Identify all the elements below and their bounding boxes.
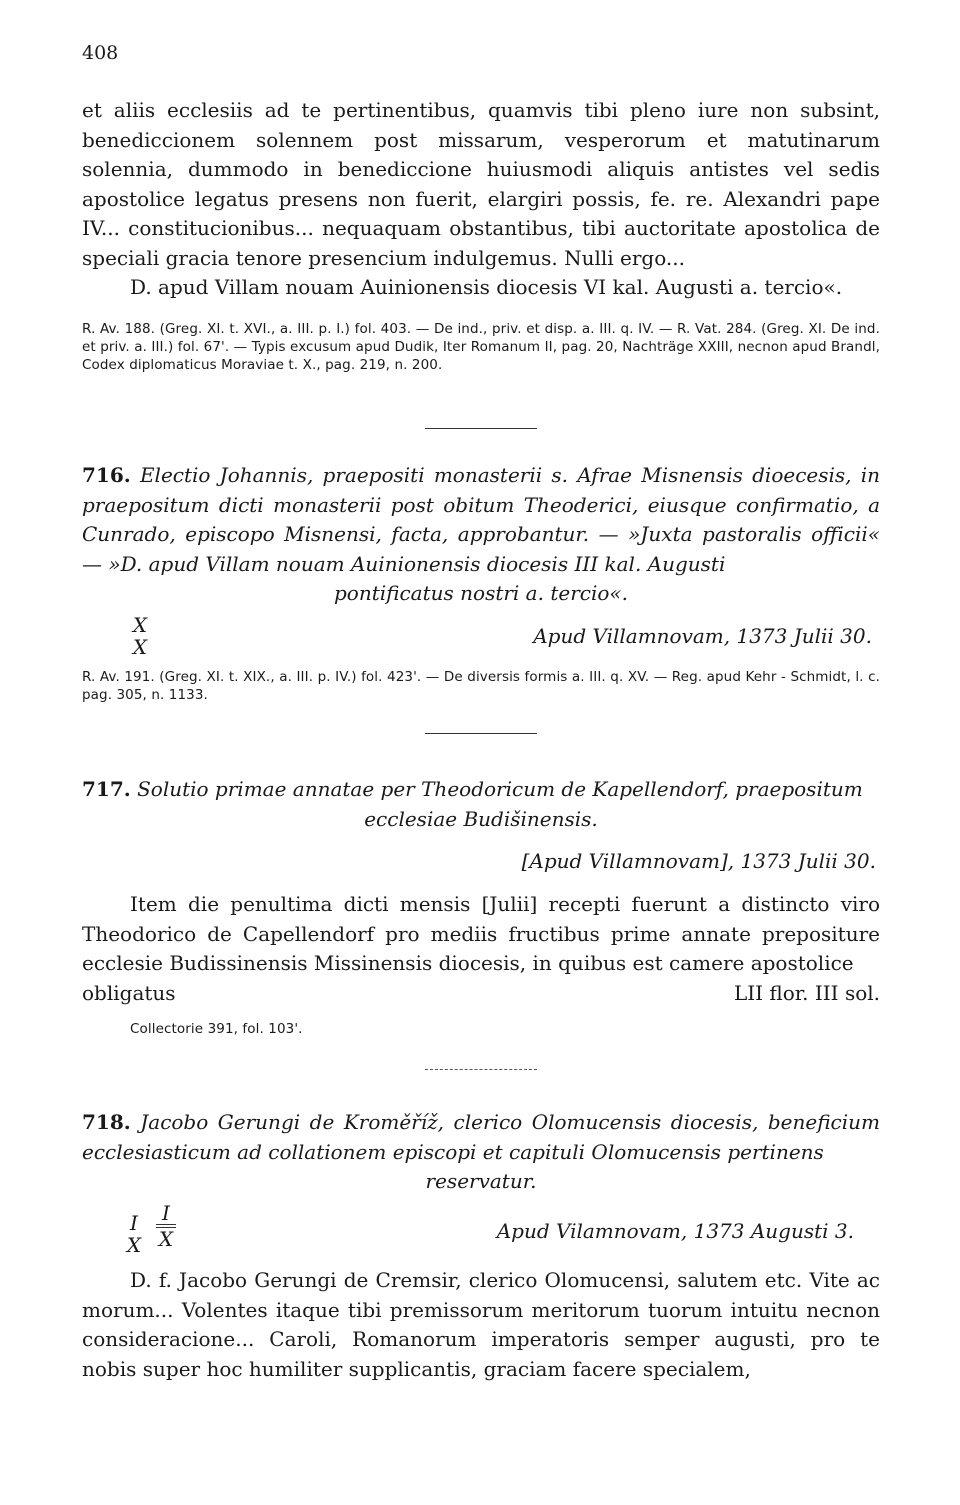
separator-rule <box>425 1069 537 1070</box>
signature-bottom: X <box>132 635 148 659</box>
entry-date: [Apud Villamnovam], 1373 Julii 30. <box>521 849 876 873</box>
page-number: 408 <box>82 42 119 64</box>
signature-top: X <box>132 613 148 637</box>
entry-note: R. Av. 191. (Greg. XI. t. XIX., a. III. p. IV.) fol. 423'. — De diversis formis a. III. q. XV. — Reg. apud Kehr - Schmidt, l. c. pag. 305, n. 1133. <box>82 669 880 703</box>
entry-heading <box>82 461 880 579</box>
entry-716 <box>82 461 880 609</box>
entry-heading <box>82 1108 880 1167</box>
entry-heading-last-line: ecclesiae Budišinensis. <box>364 806 598 831</box>
entry-body-last-line <box>82 979 880 1009</box>
entry-number: 716. <box>82 463 131 487</box>
separator-rule <box>425 733 537 734</box>
entry-718 <box>82 1108 880 1197</box>
entry-heading-text: Solutio primae annatae per Theodoricum de Kapellendorf, praepositum <box>137 777 863 801</box>
intro-paragraph: et aliis ecclesiis ad te pertinentibus, quamvis tibi pleno iure non subsint, benediccionem solennem post missarum, vesperorum et matutinarum solennia, dummodo in benediccione huiusmodi aliquis antistes vel sedis apostolice legatus presens non fuerit, elargiri possis, fe. re. Alexandri pape IV... constitucionibus... nequaquam obstantibus, tibi auctoritate apostolica de speciali gracia tenore presencium indulgemus. Nulli ergo... <box>82 98 880 270</box>
entry-heading-last-line: reservatur. <box>425 1169 537 1193</box>
signature-right-bottom: X <box>158 1227 174 1251</box>
signature-right-top: I <box>162 1201 170 1225</box>
entry-716-note-block <box>82 668 880 704</box>
entry-717-note-block <box>82 1020 880 1038</box>
entry-717-body <box>82 890 880 1008</box>
intro-note-block <box>82 320 880 374</box>
entry-heading-last-line: pontificatus nostri a. tercio«. <box>333 581 628 605</box>
entry-number: 717. <box>82 777 131 801</box>
signature-right <box>152 1202 180 1250</box>
cancellation-signature <box>128 614 152 658</box>
intro-section <box>82 96 880 303</box>
entry-number: 718. <box>82 1110 131 1134</box>
entry-heading <box>82 775 880 805</box>
separator-rule <box>425 428 537 429</box>
entry-date: Apud Villamnovam, 1373 Julii 30. <box>533 624 872 648</box>
entry-body-last-word: obligatus <box>82 980 176 1005</box>
entry-date: Apud Vilamnovam, 1373 Augusti 3. <box>496 1219 854 1243</box>
entry-heading-text: Electio Johannis, praepositi monasterii s. Afrae Misnensis dioecesis, in praepositum dicti monasterii post obitum Theoderici, eiusque confirmatio, a Cunrado, episcopo Misnensi, facta, approbantur. — »Juxta pastoralis officii« — »D. apud Villam nouam Auinionensis diocesis III kal. Augusti <box>82 463 881 576</box>
signature-left <box>122 1212 146 1256</box>
payment-amount: LII flor. III sol. <box>733 980 880 1005</box>
entry-body: Item die penultima dicti mensis [Julii] recepti fuerunt a distincto viro Theodorico de Capellendorf pro mediis fructibus prime annate prepositure ecclesie Budissinensis Missinensis diocesis, in quibus est camere apostolice <box>82 892 880 975</box>
entry-718-body <box>82 1266 880 1384</box>
signature-left-top: I <box>130 1211 138 1235</box>
entry-note: Collectorie 391, fol. 103'. <box>130 1021 303 1037</box>
intro-dating: D. apud Villam nouam Auinionensis diocesis VI kal. Augusti a. tercio«. <box>130 275 843 299</box>
entry-717 <box>82 775 880 834</box>
entry-body: D. f. Jacobo Gerungi de Cremsir, clerico Olomucensi, salutem etc. Vite ac morum... Volentes itaque tibi premissorum meritorum tuorum intuitu necnon consideracione... Caroli, Romanorum imperatoris semper augusti, pro te nobis super hoc humiliter supplicantis, graciam facere specialem, <box>82 1268 880 1381</box>
intro-note: R. Av. 188. (Greg. XI. t. XVI., a. III. p. I.) fol. 403. — De ind., priv. et disp. a. III. q. IV. — R. Vat. 284. (Greg. XI. De ind. et priv. a. III.) fol. 67'. — Typis excusum apud Dudik, Iter Romanum II, pag. 20, Nachträge XXIII, necnon apud Brandl, Codex diplomaticus Moraviae t. X., pag. 219, n. 200. <box>82 321 880 373</box>
signature-left-bottom: X <box>126 1233 142 1257</box>
entry-heading-text: Jacobo Gerungi de Kroměříž, clerico Olomucensis diocesis, beneficium ecclesiasticum ad collationem episcopi et capituli Olomucensis pertinens <box>82 1110 880 1164</box>
